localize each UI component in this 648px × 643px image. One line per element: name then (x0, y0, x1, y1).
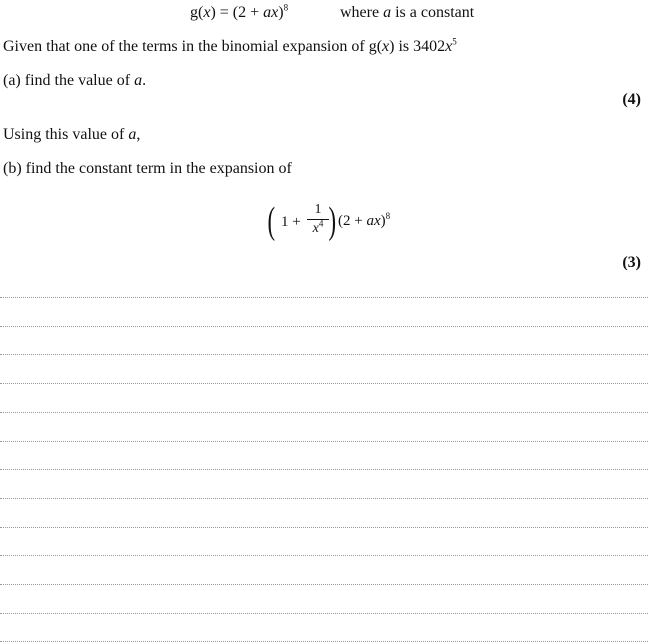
given-statement (3, 38, 457, 56)
given-term-variable: x (445, 38, 453, 55)
g-middle: ) = (2 + (210, 4, 264, 21)
given-term-power: 5 (452, 36, 457, 47)
answer-line[interactable] (0, 613, 648, 614)
answer-line[interactable] (0, 441, 648, 442)
part-a-label: (a) find the value of (3, 72, 135, 89)
using-end: , (136, 126, 141, 143)
rest-power: 8 (385, 211, 391, 221)
note-variable: a (383, 4, 392, 21)
g-ax: ax (263, 4, 279, 21)
expansion-expression (267, 199, 410, 245)
given-variable: x (382, 38, 390, 55)
g-power: 8 (283, 2, 289, 13)
note-prefix: where (340, 4, 384, 21)
denominator-power: 4 (318, 218, 324, 229)
part-a-question (3, 72, 146, 90)
answer-line[interactable] (0, 555, 648, 556)
answer-line[interactable] (0, 641, 648, 642)
answer-line[interactable] (0, 498, 648, 499)
g-close: ) (278, 4, 284, 21)
g-variable: x (203, 4, 211, 21)
using-statement (3, 126, 140, 144)
using-variable: a (128, 126, 137, 143)
part-a-variable: a (134, 72, 143, 89)
one-plus: 1 + (281, 214, 301, 230)
part-a-marks: (4) (622, 91, 641, 108)
answer-line[interactable] (0, 326, 648, 327)
given-text: Given that one of the terms in the binomial expansion of g( (3, 38, 383, 55)
fraction-numerator: 1 (314, 202, 322, 217)
answer-line[interactable] (0, 412, 648, 413)
part-a-end: . (142, 72, 147, 89)
left-paren: ( (267, 200, 276, 242)
rest-prefix: (2 + (338, 213, 367, 229)
fraction (307, 202, 329, 237)
note-suffix: is a constant (391, 4, 475, 21)
denominator-variable: x (312, 221, 319, 236)
part-b-marks: (3) (622, 254, 641, 271)
answer-line[interactable] (0, 469, 648, 470)
answer-line[interactable] (0, 354, 648, 355)
right-paren: ) (328, 200, 337, 242)
binomial-term (338, 213, 390, 230)
given-text-2: ) is 3402 (389, 38, 446, 55)
constant-note (340, 4, 474, 22)
answer-line[interactable] (0, 527, 648, 528)
function-definition (190, 4, 288, 22)
rest-ax: ax (366, 213, 381, 229)
answer-line[interactable] (0, 584, 648, 585)
rest-close: ) (380, 213, 386, 229)
g-prefix: g( (190, 4, 204, 21)
answer-line[interactable] (0, 383, 648, 384)
answer-line[interactable] (0, 297, 648, 298)
using-text: Using this value of (3, 126, 129, 143)
part-b-question: (b) find the constant term in the expansion of (3, 160, 292, 177)
fraction-denominator (307, 218, 329, 237)
